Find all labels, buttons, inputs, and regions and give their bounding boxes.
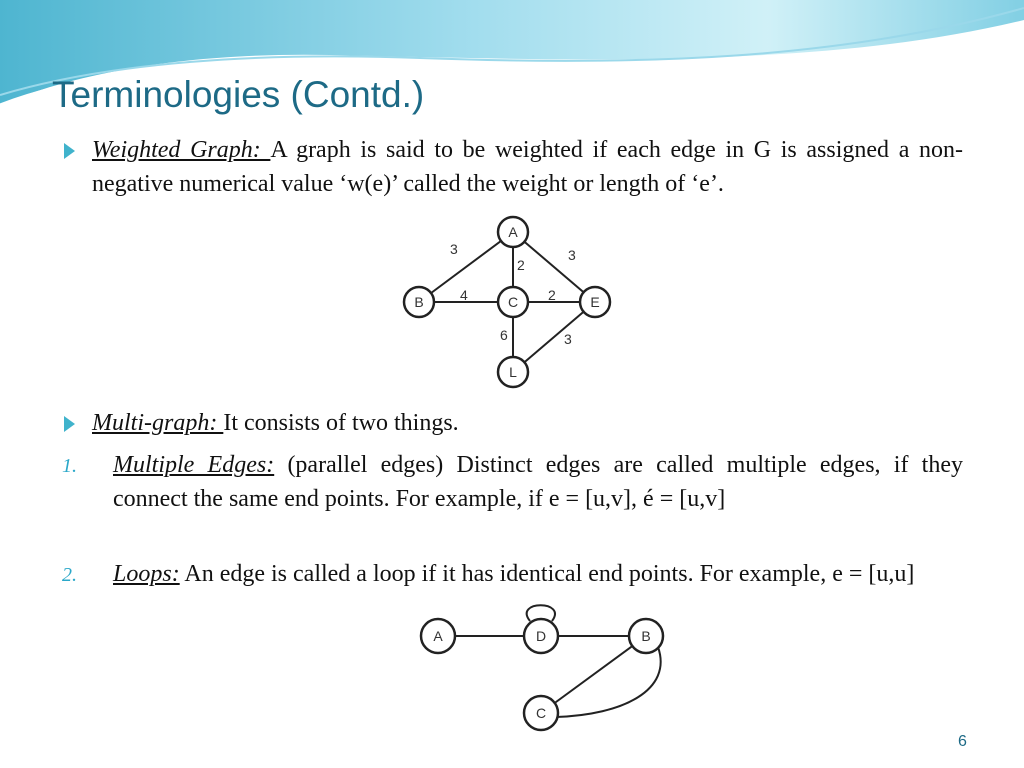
graph2-node-c	[524, 696, 558, 730]
edge-weight-ce: 2	[548, 287, 556, 303]
edge-weight-ae: 3	[568, 247, 576, 263]
weighted-graph-definition: A graph is said to be weighted if each edge in G is assigned a non-negative numerical value ‘w(e)’ called the weight or length of ‘e’.	[92, 137, 964, 197]
weighted-graph-term: Weighted Graph:	[92, 137, 271, 163]
multigraph-definition: It consists of two things.	[223, 410, 459, 436]
graph2-node-d	[524, 619, 558, 653]
loops-definition: An edge is called a loop if it has identical end points. For example, e = [u,u]	[179, 561, 915, 587]
svg-text:C: C	[535, 705, 547, 721]
graph1-node-a	[498, 217, 528, 247]
edge-weight-ac: 2	[517, 257, 525, 273]
page-number: 6	[958, 733, 967, 750]
multigraph-paragraph	[92, 406, 963, 440]
edge-weight-cl: 6	[500, 327, 508, 343]
svg-text:L: L	[509, 364, 517, 380]
list-number: 2.	[62, 564, 77, 586]
graph1-node-c	[498, 287, 528, 317]
slide-title: Terminologies (Contd.)	[52, 74, 425, 115]
svg-text:B: B	[641, 628, 651, 644]
bullet-arrow-icon	[64, 143, 75, 159]
weighted-graph-paragraph	[92, 133, 963, 201]
loops-paragraph	[113, 557, 963, 591]
svg-text:D: D	[535, 628, 547, 644]
graph1-node-l	[498, 357, 528, 387]
graph2-node-a	[421, 619, 455, 653]
svg-text:A: A	[508, 224, 518, 240]
multiple-edges-term: Multiple Edges:	[113, 452, 275, 478]
weighted-graph-figure	[402, 212, 614, 392]
graph1-node-e	[580, 287, 610, 317]
edge-weight-bc: 4	[460, 287, 468, 303]
multigraph-term: Multi-graph:	[92, 410, 224, 436]
bullet-arrow-icon	[64, 416, 75, 432]
multigraph-figure	[418, 595, 670, 740]
list-number: 1.	[62, 455, 77, 477]
graph2-node-b	[629, 619, 663, 653]
loops-term: Loops:	[113, 561, 180, 587]
multiple-edges-paragraph	[113, 448, 963, 516]
svg-text:E: E	[590, 294, 600, 310]
svg-text:B: B	[414, 294, 424, 310]
graph1-node-b	[404, 287, 434, 317]
edge-weight-ab: 3	[450, 241, 458, 257]
svg-text:A: A	[433, 628, 443, 644]
multiple-edges-definition: (parallel edges) Distinct edges are called multiple edges, if they connect the same end points. For example, if e = [u,v], é = [u,v]	[113, 452, 963, 512]
svg-text:C: C	[507, 294, 519, 310]
edge-weight-el: 3	[564, 331, 572, 347]
